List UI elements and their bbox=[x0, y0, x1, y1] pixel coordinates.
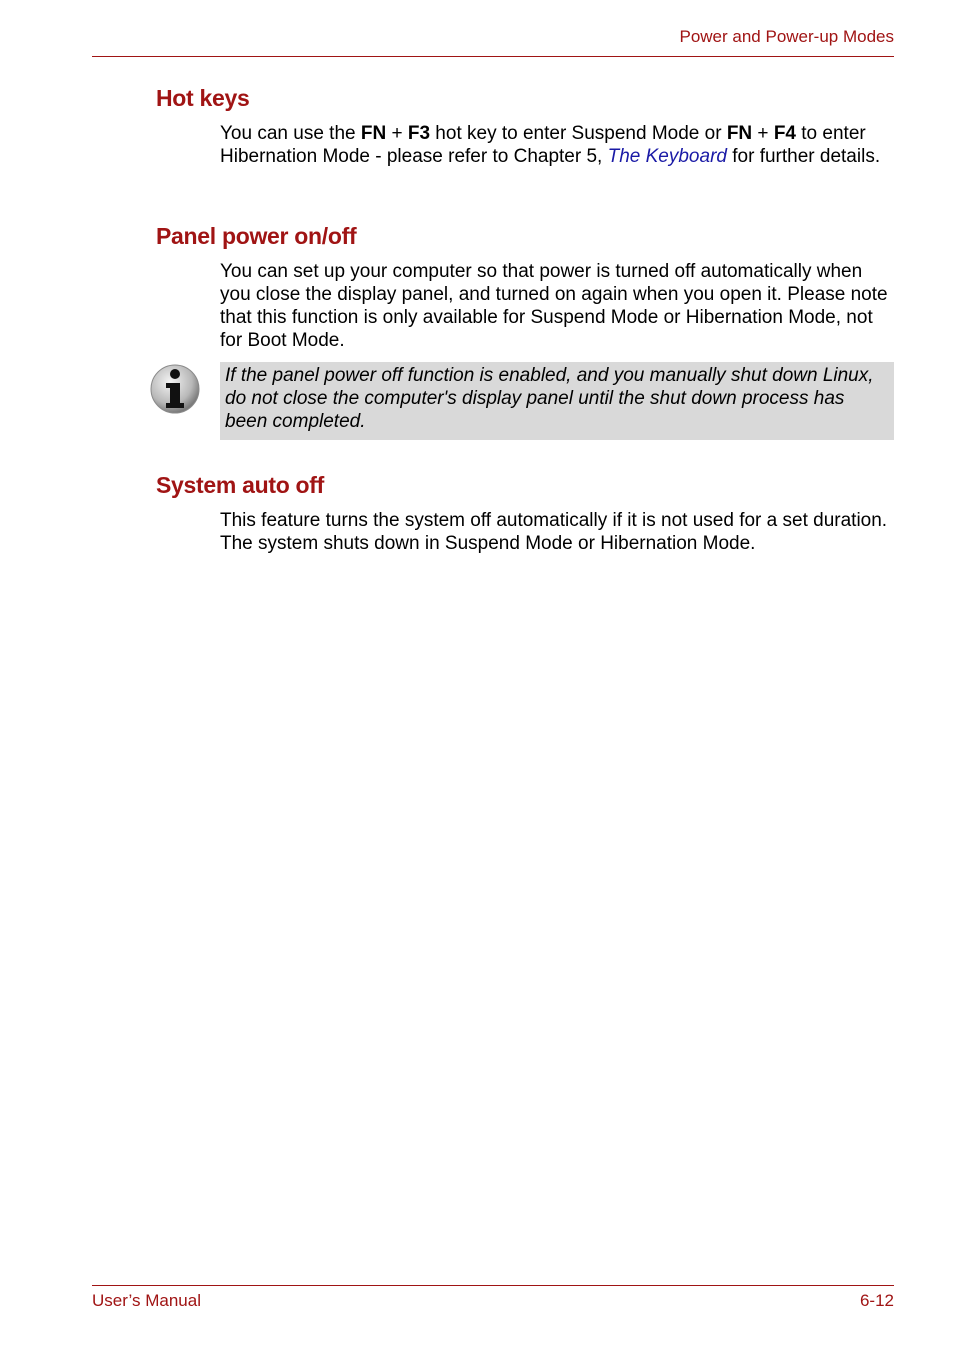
keyboard-chapter-link[interactable]: The Keyboard bbox=[607, 146, 727, 167]
panel-power-paragraph: You can set up your computer so that power is turned off automatically when you close the display panel, and turned on again when you open it. Please note that this function is only available for Suspend Mode or Hibernation Mode, not for Boot Mode. bbox=[220, 261, 888, 351]
plus-sign: + bbox=[752, 123, 774, 144]
hot-keys-paragraph bbox=[220, 122, 890, 168]
key-f4: F4 bbox=[773, 123, 796, 144]
info-icon bbox=[149, 363, 201, 415]
header-rule bbox=[92, 56, 894, 57]
section-title-system-auto-off: System auto off bbox=[156, 472, 325, 498]
hot-keys-text: to enter Hibernation Mode - please refer to Chapter 5, bbox=[220, 123, 866, 167]
section-title-panel-power: Panel power on/off bbox=[156, 223, 357, 249]
footer-rule bbox=[92, 1285, 894, 1286]
section-title-hot-keys: Hot keys bbox=[156, 85, 250, 111]
note-box bbox=[220, 362, 894, 440]
hot-keys-text: for further details. bbox=[726, 146, 881, 167]
hot-keys-text: You can use the bbox=[220, 123, 361, 144]
plus-sign: + bbox=[386, 123, 408, 144]
key-f3: F3 bbox=[407, 123, 431, 144]
running-head: Power and Power-up Modes bbox=[679, 27, 894, 46]
system-auto-off-paragraph: This feature turns the system off automatically if it is not used for a set duration. The system shuts down in Suspend Mode or Hibernation Mode. bbox=[220, 510, 888, 554]
footer-manual-title: User’s Manual bbox=[92, 1291, 201, 1310]
hot-keys-text: hot key to enter Suspend Mode or bbox=[430, 123, 727, 144]
key-fn: FN bbox=[726, 123, 753, 144]
footer-page-number: 6-12 bbox=[859, 1291, 894, 1310]
key-fn: FN bbox=[360, 123, 387, 144]
note-text: If the panel power off function is enabled, and you manually shut down Linux, do not close the computer's display panel until the shut down process has been completed. bbox=[225, 365, 874, 432]
